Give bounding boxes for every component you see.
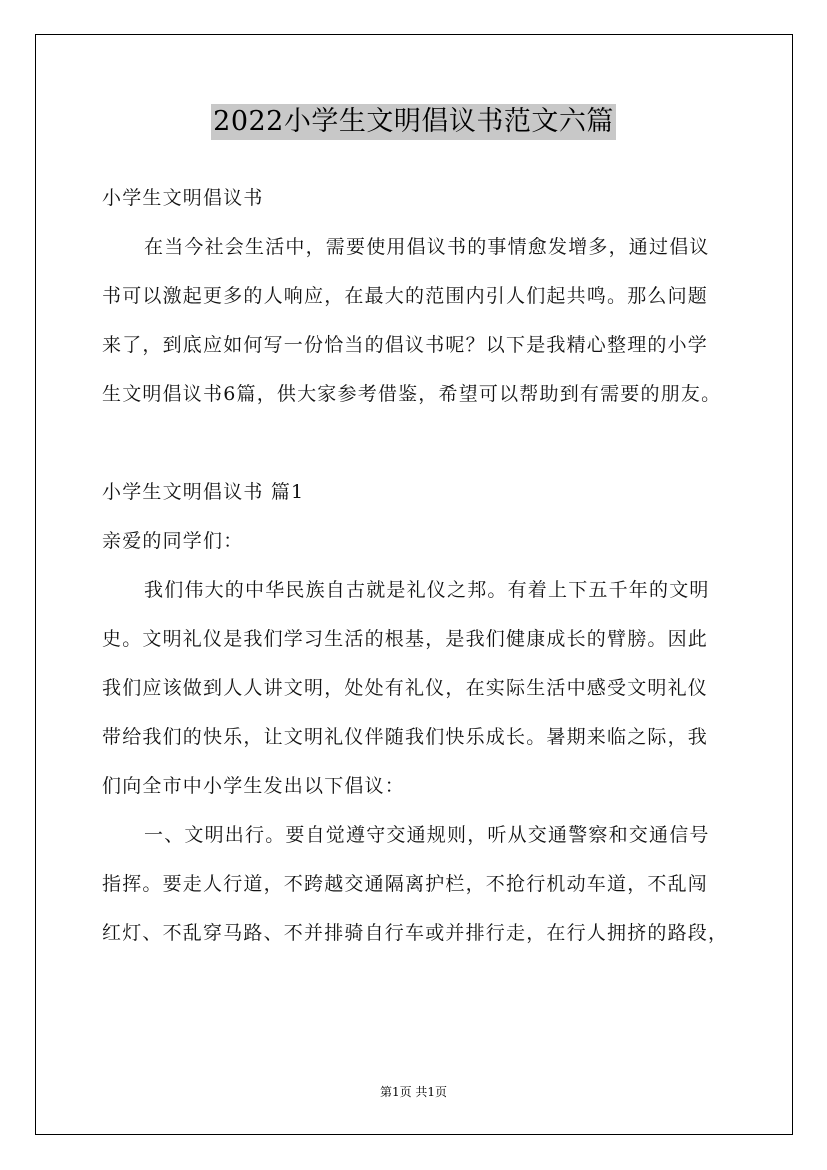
document-body (102, 174, 742, 958)
paragraph-line: 我们应该做到人人讲文明，处处有礼仪，在实际生活中感受文明礼仪 (102, 677, 709, 699)
intro-line: 来了，到底应如何写一份恰当的倡议书呢？以下是我精心整理的小学 (102, 334, 709, 356)
intro-line: 生文明倡议书6篇，供大家参考借鉴，希望可以帮助到有需要的朋友。 (102, 383, 722, 405)
intro-line: 在当今社会生活中，需要使用倡议书的事情愈发增多，通过倡议 (144, 236, 710, 258)
paragraph-line: 史。文明礼仪是我们学习生活的根基，是我们健康成长的臂膀。因此 (102, 628, 709, 650)
paragraph-line: 一、文明出行。要自觉遵守交通规则，听从交通警察和交通信号 (144, 824, 710, 846)
blank-line (102, 419, 742, 468)
paragraph-line: 带给我们的快乐，让文明礼仪伴随我们快乐成长。暑期来临之际，我 (102, 726, 709, 748)
title-container (0, 104, 827, 140)
paragraph-line: 我们伟大的中华民族自古就是礼仪之邦。有着上下五千年的文明 (144, 579, 710, 601)
salutation: 亲爱的同学们： (102, 530, 244, 552)
paragraph-line: 们向全市中小学生发出以下倡议： (102, 775, 406, 797)
page-number: 第1页 共1页 (379, 1085, 448, 1099)
intro-heading: 小学生文明倡议书 (102, 187, 264, 209)
section-heading: 小学生文明倡议书 篇1 (102, 481, 305, 503)
page-footer (0, 1084, 827, 1100)
paragraph-line: 指挥。要走人行道，不跨越交通隔离护栏，不抢行机动车道，不乱闯 (102, 873, 709, 895)
document-title: 2022小学生文明倡议书范文六篇 (211, 104, 616, 140)
intro-line: 书可以激起更多的人响应，在最大的范围内引人们起共鸣。那么问题 (102, 285, 709, 307)
paragraph-line: 红灯、不乱穿马路、不并排骑自行车或并排行走，在行人拥挤的路段， (102, 922, 729, 944)
